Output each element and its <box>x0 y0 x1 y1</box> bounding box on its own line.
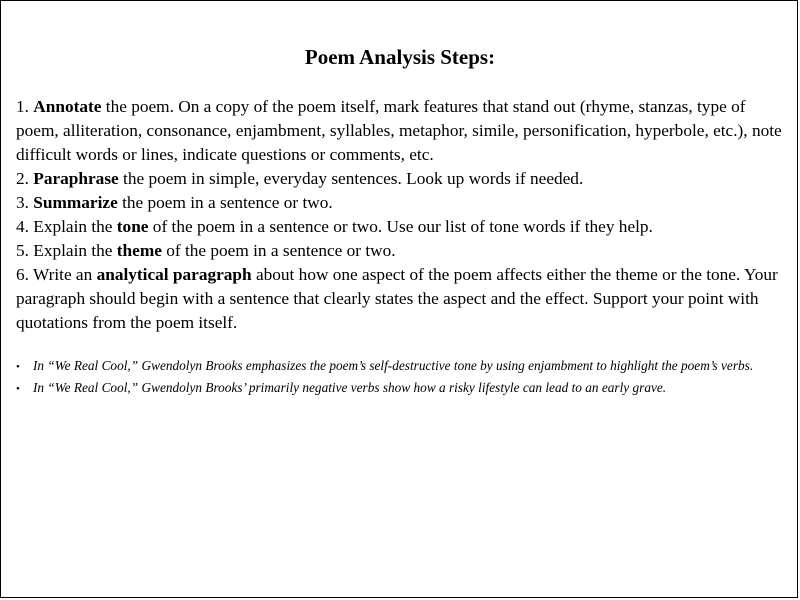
example-sentences <box>16 356 788 399</box>
step-keyword: Summarize <box>33 193 118 212</box>
step-keyword: Annotate <box>33 97 102 116</box>
step-text: of the poem in a sentence or two. Use our list of tone words if they help. <box>148 217 653 236</box>
steps-list <box>16 95 788 335</box>
step-prefix: 1. <box>16 97 34 116</box>
step-5 <box>16 239 788 263</box>
step-keyword: analytical paragraph <box>96 265 252 284</box>
step-text: about how one aspect of the poem affects either the theme or the tone. Your paragraph should begin with a sentence that clearly states the aspect and the effect. Support your point with quotations from the poem itself. <box>16 265 778 332</box>
example-text: In “We Real Cool,” Gwendolyn Brooks’ primarily negative verbs show how a risky lifestyle can lead to an early grave. <box>33 379 667 395</box>
step-keyword: theme <box>116 241 162 260</box>
example-2 <box>16 378 788 400</box>
step-1 <box>16 95 788 167</box>
step-4 <box>16 215 788 239</box>
step-text: the poem. On a copy of the poem itself, mark features that stand out (rhyme, stanzas, type of poem, alliteration, consonance, enjambment, syllables, metaphor, simile, personification, hyperbole, etc.), note difficult words or lines, indicate questions or comments, etc. <box>16 97 782 164</box>
step-3 <box>16 191 788 215</box>
bullet-icon: • <box>16 382 20 395</box>
example-1 <box>16 356 788 378</box>
step-6 <box>16 263 788 335</box>
step-keyword: tone <box>116 217 149 236</box>
step-text: the poem in a sentence or two. <box>117 193 333 212</box>
step-prefix: 4. Explain the <box>16 217 117 236</box>
step-keyword: Paraphrase <box>33 169 119 188</box>
step-text: of the poem in a sentence or two. <box>161 241 396 260</box>
bullet-icon: • <box>16 361 20 373</box>
step-text: the poem in simple, everyday sentences. Look up words if needed. <box>118 169 584 188</box>
step-2 <box>16 167 788 191</box>
step-prefix: 5. Explain the <box>16 241 117 260</box>
step-prefix: 2. <box>16 169 34 188</box>
step-prefix: 6. Write an <box>16 265 97 284</box>
step-prefix: 3. <box>16 193 34 212</box>
example-text: In “We Real Cool,” Gwendolyn Brooks emphasizes the poem’s self-destructive tone by using enjambment to highlight the poem’s verbs. <box>33 358 754 373</box>
page-title: Poem Analysis Steps: <box>304 45 496 69</box>
